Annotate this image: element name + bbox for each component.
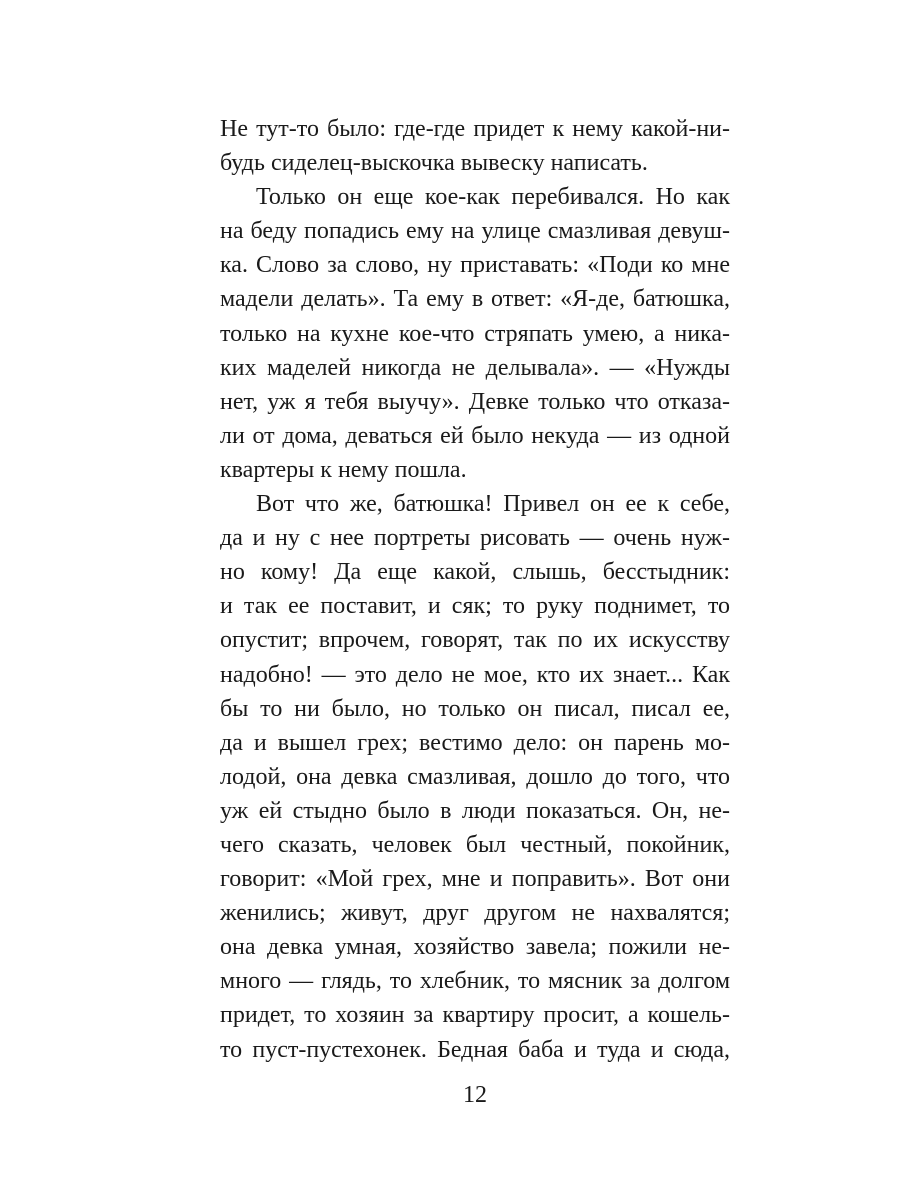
text-line: но кому! Да еще какой, слышь, бесстыдник: [220,559,730,586]
text-line: ли от дома, деваться ей было некуда — из одной [220,422,730,449]
text-line: женились; живут, друг другом не нахвалятся; [220,900,730,927]
text-line: да и ну с нее портреты рисовать — очень нуж- [220,525,730,552]
text-line: ких маделей никогда не делывала». — «Нужды [220,354,730,381]
text-line: на беду попадись ему на улице смазливая девуш- [220,218,730,245]
text-line: будь сиделец-выскочка вывеску написать. [220,150,648,177]
text-line: надобно! — это дело не мое, кто их знает... Как [220,661,730,688]
text-line: Вот что же, батюшка! Привел он ее к себе, [256,491,730,518]
text-line: много — глядь, то хлебник, то мясник за долгом [220,968,730,995]
text-line: говорит: «Мой грех, мне и поправить». Вот они [220,866,730,893]
text-line: придет, то хозяин за квартиру просит, а кошель- [220,1002,730,1029]
text-line: она девка умная, хозяйство завела; пожили не- [220,934,730,961]
text-line: чего сказать, человек был честный, покойник, [220,831,730,858]
body-text [220,112,730,1067]
text-line: Только он еще кое-как перебивался. Но как [256,184,730,211]
text-line: мадели делать». Та ему в ответ: «Я-де, батюшка, [220,286,730,313]
text-line: нет, уж я тебя выучу». Девке только что отказа- [220,388,730,415]
text-line: уж ей стыдно было в люди показаться. Он, не- [220,797,730,824]
page-number: 12 [463,1082,487,1108]
text-line: опустит; впрочем, говорят, так по их искусству [220,627,730,654]
text-line: бы то ни было, но только он писал, писал ее, [220,695,730,722]
text-line: ка. Слово за слово, ну приставать: «Поди ко мне [220,252,730,279]
text-line: квартеры к нему пошла. [220,456,467,483]
text-line: Не тут-то было: где-где придет к нему какой-ни- [220,116,730,142]
text-line: лодой, она девка смазливая, дошло до того, что [220,763,730,790]
text-line: и так ее поставит, и сяк; то руку поднимет, то [220,593,730,620]
text-line: только на кухне кое-что стряпать умею, а ника- [220,320,730,347]
text-line: да и вышел грех; вестимо дело: он парень мо- [220,729,730,756]
text-line: то пуст-пустехонек. Бедная баба и туда и сюда, [220,1036,730,1063]
